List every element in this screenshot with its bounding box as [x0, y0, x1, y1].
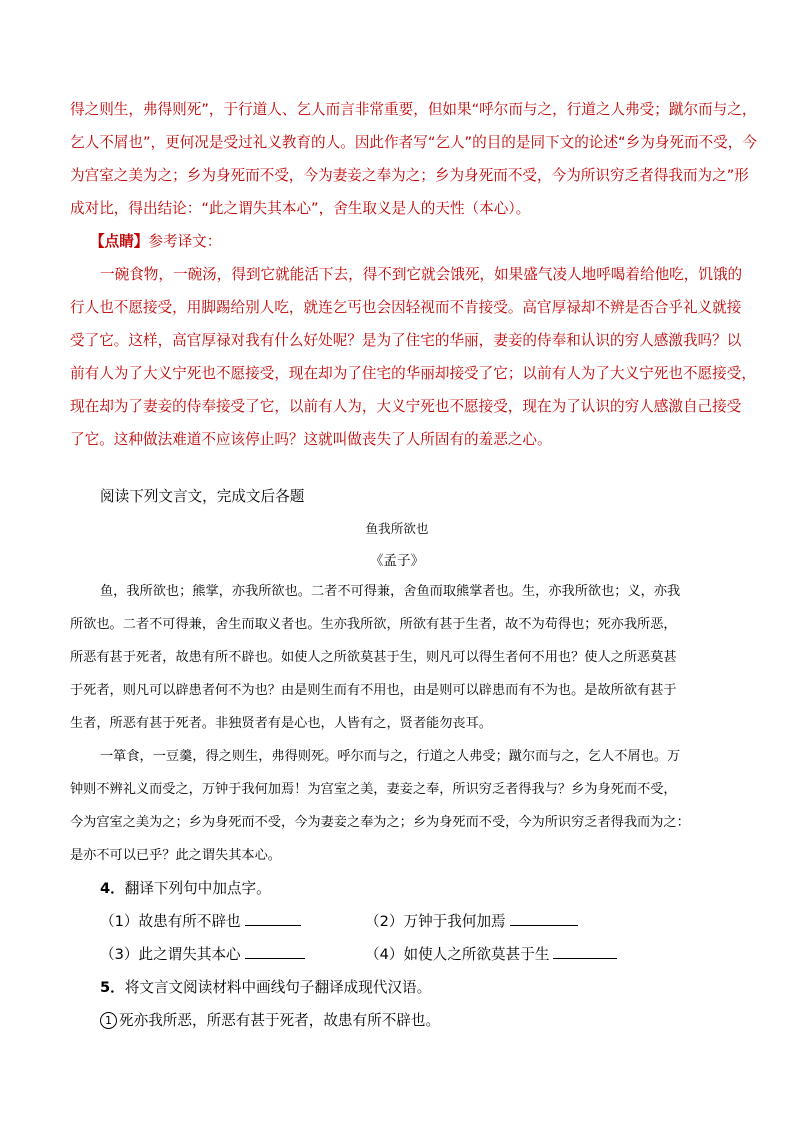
translation-line-5: 现在却为了妻妾的侍奉接受了它，以前有人为，大义宁死也不愿接受，现在为了认识的穷人感激自己接受	[70, 398, 742, 415]
question-5-text: 将文言文阅读材料中画线句子翻译成现代汉语。	[124, 979, 432, 996]
passage-line-1: 鱼，我所欲也；熊掌，亦我所欲也。二者不可得兼，舍鱼而取熊掌者也。生，亦我所欲也；义，亦我	[100, 584, 681, 599]
q4-item-2	[365, 910, 578, 931]
q4-item-1-answer-blank[interactable]	[245, 911, 301, 926]
question-4	[100, 877, 271, 898]
answer-line-1: 得之则生，弗得则死”，于行道人、乞人而言非常重要，但如果“呼尔而与之，行道之人弗受；蹴尔而与之，	[70, 101, 757, 118]
passage-line-9: 是亦不可以已乎？此之谓失其本心。	[70, 848, 281, 863]
dianjing-suffix: 参考译文：	[148, 233, 222, 250]
q4-item-4	[365, 943, 617, 964]
dianjing-heading	[90, 230, 221, 251]
passage-line-4: 于死者，则凡可以辟患者何不为也？由是则生而有不用也，由是则可以辟患而有不为也。是故所欲有甚于	[70, 683, 677, 698]
passage-line-2: 所欲也。二者不可得兼，舍生而取义者也。生亦我所欲，所欲有甚于生者，故不为苟得也；死亦我所恶，	[70, 617, 677, 632]
q4-item-1-label: （1）故患有所不辟也	[100, 913, 241, 930]
q4-item-3-answer-blank[interactable]	[245, 944, 305, 959]
question-4-number: 4．	[100, 880, 125, 897]
circled-number: 1	[100, 1012, 117, 1029]
translation-line-3: 受了它。这样，高官厚禄对我有什么好处呢？是为了住宅的华丽，妻妾的侍奉和认识的穷人感激我吗？以	[70, 332, 742, 349]
q4-item-3-label: （3）此之谓失其本心	[100, 946, 241, 963]
answer-line-4: 成对比，得出结论：“此之谓失其本心”，舍生取义是人的天性（本心）。	[70, 200, 531, 217]
q4-item-2-label: （2）万钟于我何加焉	[365, 913, 506, 930]
passage-line-6: 一箪食，一豆羹，得之则生，弗得则死。呼尔而与之，行道之人弗受；蹴尔而与之，乞人不屑也。万	[100, 749, 681, 764]
question-4-text: 翻译下列句中加点字。	[124, 880, 271, 897]
q5-sub-1-text: 死亦我所恶，所恶有甚于死者，故患有所不辟也。	[119, 1012, 441, 1029]
reading-instruction: 阅读下列文言文，完成文后各题	[100, 488, 305, 505]
passage-title: 鱼我所欲也	[365, 521, 429, 536]
question-5	[100, 976, 431, 997]
dianjing-tag: 【点睛】	[90, 233, 149, 250]
question-5-number: 5．	[100, 979, 125, 996]
passage-line-5: 生者，所恶有甚于死者。非独贤者有是心也，人皆有之，贤者能勿丧耳。	[70, 716, 492, 731]
answer-line-3: 为宫室之美为之；乡为身死而不受，今为妻妾之奉为之；乡为身死而不受，今为所识穷乏者得我而为之”形	[70, 167, 749, 184]
passage-author: 《孟子》	[369, 553, 425, 569]
q4-item-3	[100, 943, 305, 964]
translation-line-6: 了它。这种做法难道不应该停止吗？这就叫做丧失了人所固有的羞恶之心。	[70, 431, 552, 448]
translation-line-4: 前有人为了大义宁死也不愿接受，现在却为了住宅的华丽却接受了它；以前有人为了大义宁死也不愿接受，	[70, 365, 756, 382]
answer-line-2: 乞人不屑也”，更何况是受过礼义教育的人。因此作者写“乞人”的目的是同下文的论述“乡为身死而不受，今	[70, 134, 757, 151]
translation-line-1: 一碗食物，一碗汤，得到它就能活下去，得不到它就会饿死，如果盛气凌人地呼喝着给他吃，饥饿的	[100, 266, 743, 283]
q4-item-4-answer-blank[interactable]	[553, 944, 617, 959]
translation-line-2: 行人也不愿接受，用脚踢给别人吃，就连乞丐也会因轻视而不肯接受。高官厚禄却不辨是否合乎礼义就接	[70, 299, 742, 316]
passage-line-8: 今为宫室之美为之；乡为身死而不受，今为妻妾之奉为之；乡为身死而不受，今为所识穷乏者得我而为之：	[70, 815, 690, 830]
q4-item-1	[100, 910, 301, 931]
passage-line-3: 所恶有甚于死者，故患有所不辟也。如使人之所欲莫甚于生，则凡可以得生者何不用也？使人之所恶莫甚	[70, 650, 677, 665]
q4-item-4-label: （4）如使人之所欲莫甚于生	[365, 946, 550, 963]
q5-sub-1	[100, 1009, 440, 1030]
q4-item-2-answer-blank[interactable]	[510, 911, 578, 926]
passage-line-7: 钟则不辨礼义而受之，万钟于我何加焉！为宫室之美，妻妾之奉，所识穷乏者得我与？乡为身死而不受，	[70, 782, 677, 797]
